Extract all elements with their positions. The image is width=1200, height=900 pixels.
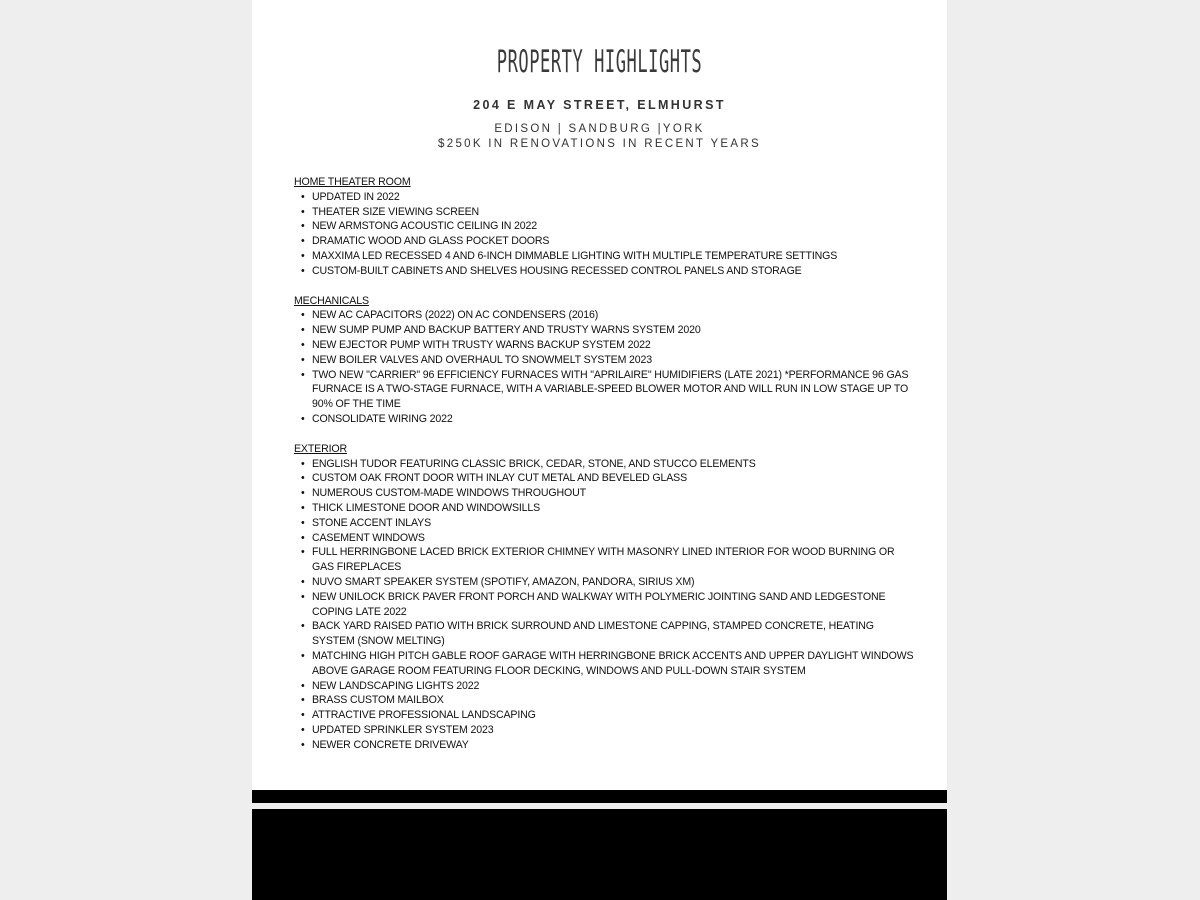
list-item bbox=[301, 353, 914, 368]
list-item bbox=[301, 412, 914, 427]
page-title: PROPERTY HIGHLIGHTS bbox=[496, 44, 703, 80]
list-item-text: UPDATED IN 2022 bbox=[312, 190, 400, 203]
list-item-text: CUSTOM-BUILT CABINETS AND SHELVES HOUSING RECESSED CONTROL PANELS AND STORAGE bbox=[312, 264, 802, 277]
list-item bbox=[301, 531, 914, 546]
list-item bbox=[301, 323, 914, 338]
bullet-icon: • bbox=[301, 738, 305, 751]
list-item-text: MAXXIMA LED RECESSED 4 AND 6-INCH DIMMABLE LIGHTING WITH MULTIPLE TEMPERATURE SETTINGS bbox=[312, 249, 838, 262]
list-item bbox=[301, 649, 914, 679]
bullet-icon: • bbox=[301, 472, 305, 485]
list-item bbox=[301, 308, 914, 323]
section-title: MECHANICALS bbox=[294, 294, 369, 307]
section-mechanicals bbox=[294, 294, 914, 427]
list-item bbox=[301, 723, 914, 738]
section-title: EXTERIOR bbox=[294, 442, 347, 455]
bullet-icon: • bbox=[301, 531, 305, 544]
list-item-text: NEW UNILOCK BRICK PAVER FRONT PORCH AND WALKWAY WITH POLYMERIC JOINTING SAND AND LEDGESTONE COPING LATE 2022 bbox=[312, 590, 886, 618]
bullet-icon: • bbox=[301, 723, 305, 736]
section-home-theater-room bbox=[294, 175, 914, 279]
list-item bbox=[301, 708, 914, 723]
list-item-text: NEW BOILER VALVES AND OVERHAUL TO SNOWMELT SYSTEM 2023 bbox=[312, 353, 653, 366]
list-item-text: ENGLISH TUDOR FEATURING CLASSIC BRICK, CEDAR, STONE, AND STUCCO ELEMENTS bbox=[312, 457, 756, 470]
bullet-icon: • bbox=[301, 575, 305, 588]
list-item-text: CASEMENT WINDOWS bbox=[312, 531, 425, 544]
list-item bbox=[301, 234, 914, 249]
bullet-icon: • bbox=[301, 709, 305, 722]
bullet-icon: • bbox=[301, 264, 305, 277]
bullet-icon: • bbox=[301, 205, 305, 218]
list-item bbox=[301, 619, 914, 649]
bullet-icon: • bbox=[301, 412, 305, 425]
list-item-text: NEW LANDSCAPING LIGHTS 2022 bbox=[312, 679, 480, 692]
list-item bbox=[301, 738, 914, 753]
bullet-icon: • bbox=[301, 190, 305, 203]
list-item bbox=[301, 679, 914, 694]
list-item-text: NEWER CONCRETE DRIVEWAY bbox=[312, 738, 469, 751]
list-item-text: ATTRACTIVE PROFESSIONAL LANDSCAPING bbox=[312, 709, 536, 722]
list-item bbox=[301, 249, 914, 264]
bullet-icon: • bbox=[301, 368, 305, 381]
list-item bbox=[301, 486, 914, 501]
list-item bbox=[301, 219, 914, 234]
bullet-icon: • bbox=[301, 590, 305, 603]
list-item bbox=[301, 590, 914, 620]
document-page bbox=[252, 0, 947, 790]
bullet-icon: • bbox=[301, 338, 305, 351]
bullet-list bbox=[294, 308, 914, 426]
bullet-icon: • bbox=[301, 546, 305, 559]
bullet-icon: • bbox=[301, 487, 305, 500]
list-item bbox=[301, 368, 914, 412]
property-address: 204 E MAY STREET, ELMHURST bbox=[473, 98, 726, 112]
bullet-icon: • bbox=[301, 501, 305, 514]
bullet-icon: • bbox=[301, 694, 305, 707]
list-item-text: THICK LIMESTONE DOOR AND WINDOWSILLS bbox=[312, 501, 541, 514]
bullet-icon: • bbox=[301, 649, 305, 662]
bullet-list bbox=[294, 457, 914, 753]
list-item-text: TWO NEW "CARRIER" 96 EFFICIENCY FURNACES WITH "APRILAIRE" HUMIDIFIERS (LATE 2021) *PERFORMANCE 96 GAS FURNACE IS A TWO-STAGE FURNACE, WITH A VARIABLE-SPEED BLOWER MOTOR AND WILL RUN IN LOW STAGE UP TO 90% OF THE TIME bbox=[312, 368, 909, 411]
section-exterior bbox=[294, 442, 914, 753]
footer-block bbox=[252, 809, 947, 900]
list-item bbox=[301, 457, 914, 472]
list-item bbox=[301, 545, 914, 575]
list-item-text: CUSTOM OAK FRONT DOOR WITH INLAY CUT METAL AND BEVELED GLASS bbox=[312, 472, 687, 485]
list-item-text: NUVO SMART SPEAKER SYSTEM (SPOTIFY, AMAZON, PANDORA, SIRIUS XM) bbox=[312, 575, 695, 588]
list-item bbox=[301, 190, 914, 205]
list-item-text: NEW AC CAPACITORS (2022) ON AC CONDENSERS (2016) bbox=[312, 309, 599, 322]
bullet-icon: • bbox=[301, 220, 305, 233]
renovations-note: $250K IN RENOVATIONS IN RECENT YEARS bbox=[438, 138, 761, 150]
section-title: HOME THEATER ROOM bbox=[294, 176, 411, 188]
list-item-text: BRASS CUSTOM MAILBOX bbox=[312, 694, 444, 707]
list-item-text: NEW EJECTOR PUMP WITH TRUSTY WARNS BACKUP SYSTEM 2022 bbox=[312, 338, 651, 351]
bullet-list bbox=[294, 190, 914, 279]
list-item bbox=[301, 693, 914, 708]
bullet-icon: • bbox=[301, 353, 305, 366]
bullet-icon: • bbox=[301, 249, 305, 262]
bullet-icon: • bbox=[301, 516, 305, 529]
list-item-text: NEW ARMSTONG ACOUSTIC CEILING IN 2022 bbox=[312, 220, 538, 233]
list-item-text: CONSOLIDATE WIRING 2022 bbox=[312, 412, 453, 425]
highlights-content bbox=[294, 175, 914, 767]
list-item-text: FULL HERRINGBONE LACED BRICK EXTERIOR CHIMNEY WITH MASONRY LINED INTERIOR FOR WOOD BURNING OR GAS FIREPLACES bbox=[312, 546, 895, 574]
bullet-icon: • bbox=[301, 235, 305, 248]
list-item bbox=[301, 471, 914, 486]
list-item bbox=[301, 205, 914, 220]
list-item bbox=[301, 501, 914, 516]
list-item-text: UPDATED SPRINKLER SYSTEM 2023 bbox=[312, 723, 494, 736]
list-item bbox=[301, 338, 914, 353]
list-item-text: DRAMATIC WOOD AND GLASS POCKET DOORS bbox=[312, 235, 550, 248]
list-item-text: NUMEROUS CUSTOM-MADE WINDOWS THROUGHOUT bbox=[312, 487, 586, 500]
school-districts: EDISON | SANDBURG |YORK bbox=[494, 123, 705, 135]
list-item bbox=[301, 516, 914, 531]
list-item-text: THEATER SIZE VIEWING SCREEN bbox=[312, 205, 480, 218]
bullet-icon: • bbox=[301, 620, 305, 633]
bullet-icon: • bbox=[301, 679, 305, 692]
bullet-icon: • bbox=[301, 324, 305, 337]
list-item-text: MATCHING HIGH PITCH GABLE ROOF GARAGE WITH HERRINGBONE BRICK ACCENTS AND UPPER DAYLIGHT WINDOWS ABOVE GARAGE ROOM FEATURING FLOOR DECKING, WINDOWS AND PULL-DOWN STAIR SYSTEM bbox=[312, 649, 914, 677]
bullet-icon: • bbox=[301, 457, 305, 470]
list-item bbox=[301, 575, 914, 590]
list-item bbox=[301, 264, 914, 279]
bullet-icon: • bbox=[301, 309, 305, 322]
divider-bar bbox=[252, 790, 947, 803]
list-item-text: BACK YARD RAISED PATIO WITH BRICK SURROUND AND LIMESTONE CAPPING, STAMPED CONCRETE, HEATING SYSTEM (SNOW MELTING) bbox=[312, 620, 874, 648]
list-item-text: NEW SUMP PUMP AND BACKUP BATTERY AND TRUSTY WARNS SYSTEM 2020 bbox=[312, 324, 701, 337]
list-item-text: STONE ACCENT INLAYS bbox=[312, 516, 432, 529]
